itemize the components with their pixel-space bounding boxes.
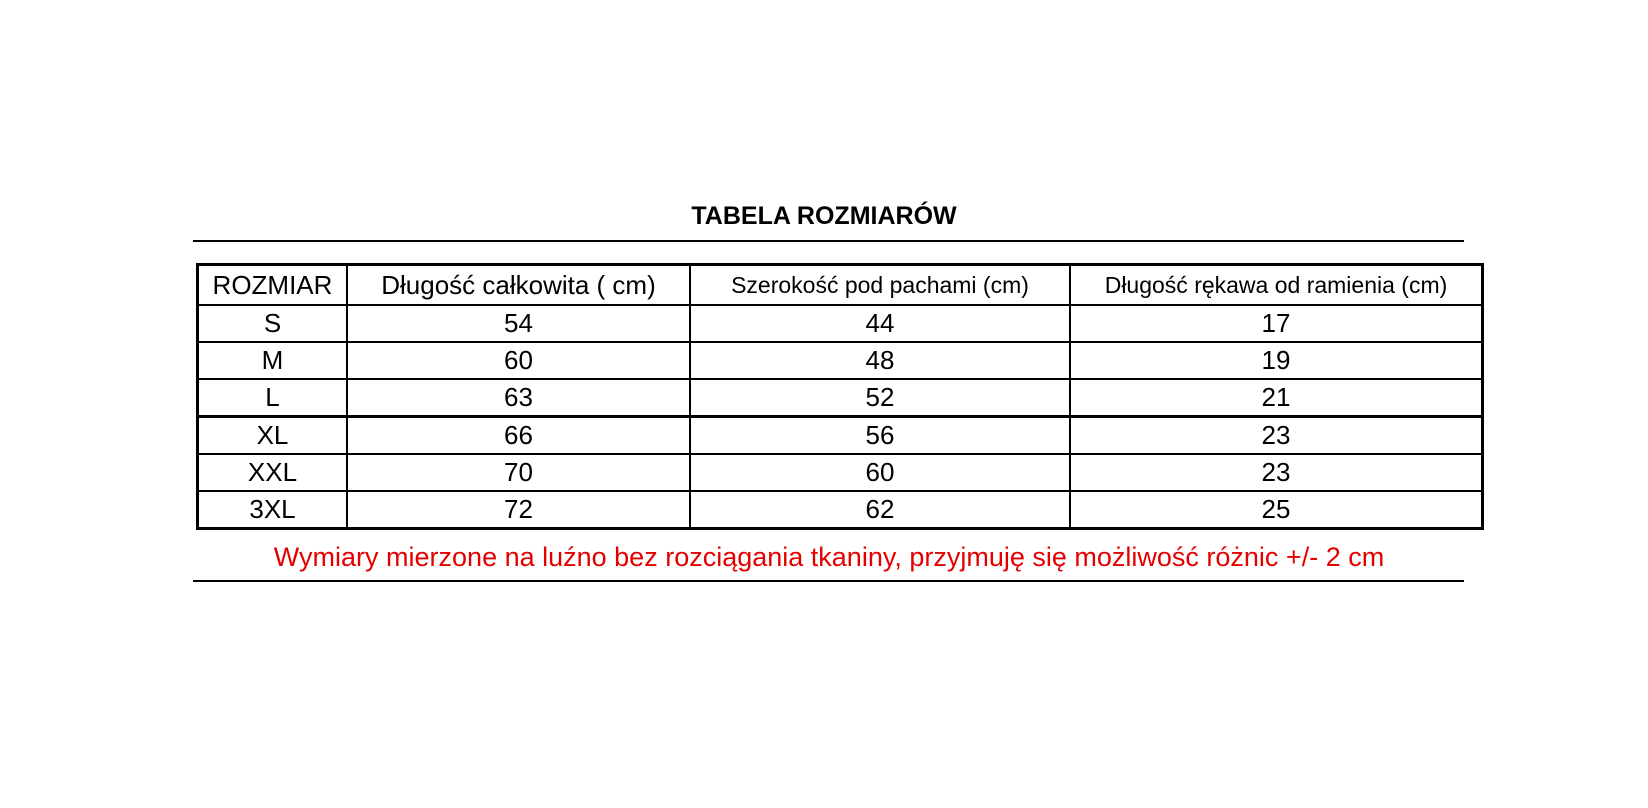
header-chest-width: Szerokość pod pachami (cm) (690, 265, 1070, 305)
page-title: TABELA ROZMIARÓW (691, 202, 957, 230)
cell-width: 44 (690, 305, 1070, 342)
cell-length: 54 (347, 305, 690, 342)
cell-sleeve: 21 (1070, 379, 1482, 417)
top-divider (193, 240, 1464, 242)
header-size: ROZMIAR (198, 265, 347, 305)
header-row (198, 265, 1482, 305)
bottom-divider (193, 580, 1464, 582)
table-row (198, 491, 1482, 528)
measurement-note: Wymiary mierzone na luźno bez rozciągania tkaniny, przyjmuję się możliwość różnic +/- 2 cm (273, 542, 1385, 572)
cell-length: 60 (347, 342, 690, 379)
header-sleeve-length: Długość rękawa od ramienia (cm) (1070, 265, 1482, 305)
cell-size: 3XL (198, 491, 347, 528)
header-total-length: Długość całkowita ( cm) (347, 265, 690, 305)
cell-size: S (198, 305, 347, 342)
table-row (198, 417, 1482, 455)
cell-length: 63 (347, 379, 690, 417)
cell-sleeve: 25 (1070, 491, 1482, 528)
cell-width: 48 (690, 342, 1070, 379)
cell-length: 70 (347, 454, 690, 491)
table-row (198, 454, 1482, 491)
table-row (198, 379, 1482, 417)
cell-sleeve: 19 (1070, 342, 1482, 379)
table-row (198, 342, 1482, 379)
cell-width: 62 (690, 491, 1070, 528)
cell-length: 72 (347, 491, 690, 528)
cell-size: XXL (198, 454, 347, 491)
cell-size: L (198, 379, 347, 417)
cell-width: 56 (690, 417, 1070, 455)
cell-sleeve: 17 (1070, 305, 1482, 342)
cell-size: XL (198, 417, 347, 455)
size-table (197, 264, 1483, 529)
cell-width: 52 (690, 379, 1070, 417)
table-row (198, 305, 1482, 342)
cell-sleeve: 23 (1070, 454, 1482, 491)
cell-width: 60 (690, 454, 1070, 491)
cell-length: 66 (347, 417, 690, 455)
cell-sleeve: 23 (1070, 417, 1482, 455)
cell-size: M (198, 342, 347, 379)
